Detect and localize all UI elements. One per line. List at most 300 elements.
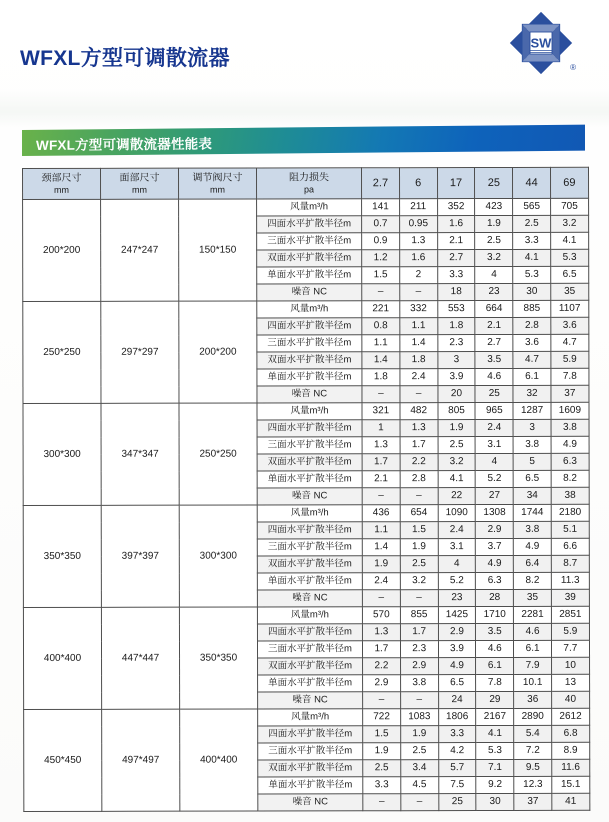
cell-value: 2.4 bbox=[438, 522, 476, 539]
cell-value: – bbox=[400, 590, 438, 607]
cell-value: 4 bbox=[438, 556, 476, 573]
cell-value: 23 bbox=[438, 590, 476, 607]
cell-value: 722 bbox=[363, 709, 401, 726]
cell-value: 482 bbox=[400, 403, 438, 420]
cell-value: 7.2 bbox=[514, 742, 552, 759]
cell-value: 1.8 bbox=[400, 352, 438, 369]
cell-value: 11.6 bbox=[552, 759, 590, 776]
cell-value: 570 bbox=[362, 607, 400, 624]
cell-value: 3.1 bbox=[438, 539, 476, 556]
cell-value: 2.9 bbox=[476, 521, 514, 538]
cell-parameter-label: 四面水平扩散半径m bbox=[258, 726, 363, 743]
cell-value: 6.4 bbox=[514, 555, 552, 572]
cell-value: 5.9 bbox=[551, 623, 589, 640]
cell-value: 5.4 bbox=[514, 725, 552, 742]
cell-value: 3.5 bbox=[476, 623, 514, 640]
cell-valve-size: 250*250 bbox=[179, 403, 257, 505]
cell-value: 2.5 bbox=[475, 232, 513, 249]
cell-value: 15.1 bbox=[552, 776, 590, 793]
cell-value: 5.3 bbox=[476, 742, 514, 759]
cell-value: 30 bbox=[513, 283, 551, 300]
cell-value: 39 bbox=[551, 589, 589, 606]
cell-value: 1.4 bbox=[362, 352, 400, 369]
cell-value: – bbox=[362, 590, 400, 607]
cell-parameter-label: 噪音 NC bbox=[258, 794, 363, 811]
cell-value: 436 bbox=[362, 505, 400, 522]
cell-parameter-label: 四面水平扩散半径m bbox=[257, 318, 362, 335]
cell-value: 423 bbox=[475, 198, 513, 215]
cell-value: 3.3 bbox=[513, 232, 551, 249]
cell-parameter-label: 四面水平扩散半径m bbox=[257, 624, 362, 641]
cell-parameter-label: 风量m³/h bbox=[258, 709, 363, 726]
cell-value: 1.5 bbox=[400, 522, 438, 539]
header-face-size-label: 面部尺寸 bbox=[119, 172, 160, 184]
cell-value: 6.1 bbox=[514, 640, 552, 657]
cell-value: 3.9 bbox=[438, 641, 476, 658]
cell-parameter-label: 噪音 NC bbox=[257, 284, 362, 301]
cell-value: 12.3 bbox=[514, 776, 552, 793]
cell-parameter-label: 三面水平扩散半径m bbox=[257, 335, 362, 352]
cell-parameter-label: 三面水平扩散半径m bbox=[258, 743, 363, 760]
cell-value: 3.2 bbox=[551, 215, 589, 232]
table-row bbox=[23, 606, 589, 624]
cell-parameter-label: 风量m³/h bbox=[257, 505, 362, 522]
header-neck-size bbox=[23, 168, 101, 199]
cell-neck-size: 300*300 bbox=[23, 403, 101, 505]
cell-value: 0.9 bbox=[362, 233, 400, 250]
cell-value: 2 bbox=[400, 267, 438, 284]
cell-value: – bbox=[400, 386, 438, 403]
cell-value: 221 bbox=[362, 301, 400, 318]
cell-value: 1107 bbox=[551, 300, 589, 317]
cell-value: 32 bbox=[513, 385, 551, 402]
cell-value: 1.8 bbox=[362, 369, 400, 386]
cell-value: 23 bbox=[475, 283, 513, 300]
cell-value: 965 bbox=[475, 402, 513, 419]
cell-value: 1425 bbox=[438, 607, 476, 624]
cell-value: 321 bbox=[362, 403, 400, 420]
cell-value: 805 bbox=[438, 403, 476, 420]
page-header bbox=[0, 0, 609, 88]
cell-valve-size: 150*150 bbox=[179, 199, 257, 301]
cell-value: 2890 bbox=[514, 708, 552, 725]
cell-parameter-label: 双面水平扩散半径m bbox=[257, 556, 362, 573]
cell-value: 2.3 bbox=[400, 641, 438, 658]
cell-value: 7.1 bbox=[476, 759, 514, 776]
cell-value: 1.3 bbox=[400, 420, 438, 437]
cell-value: 8.7 bbox=[551, 555, 589, 572]
cell-value: 1090 bbox=[438, 505, 476, 522]
cell-value: 3.3 bbox=[438, 726, 476, 743]
cell-value: 1083 bbox=[400, 709, 438, 726]
cell-face-size: 397*397 bbox=[101, 505, 179, 607]
cell-value: 37 bbox=[514, 793, 552, 810]
header-neck-size-unit: mm bbox=[54, 184, 70, 195]
cell-valve-size: 300*300 bbox=[179, 505, 257, 607]
cell-value: 7.8 bbox=[476, 674, 514, 691]
cell-value: 1.5 bbox=[362, 267, 400, 284]
header-pressure-0: 2.7 bbox=[362, 168, 400, 199]
cell-value: 4.1 bbox=[551, 232, 589, 249]
cell-parameter-label: 风量m³/h bbox=[257, 199, 362, 216]
cell-value: 1.1 bbox=[362, 335, 400, 352]
cell-value: 141 bbox=[362, 199, 400, 216]
cell-value: 4.7 bbox=[513, 351, 551, 368]
cell-value: 5 bbox=[513, 453, 551, 470]
cell-value: 22 bbox=[438, 488, 476, 505]
cell-value: 885 bbox=[513, 300, 551, 317]
cell-value: 2167 bbox=[476, 708, 514, 725]
cell-value: 36 bbox=[514, 691, 552, 708]
cell-parameter-label: 单面水平扩散半径m bbox=[257, 471, 362, 488]
band-title: WFXL方型可调散流器性能表 bbox=[36, 136, 213, 153]
header-face-size bbox=[101, 168, 179, 199]
cell-value: 1.7 bbox=[362, 454, 400, 471]
cell-value: 11.3 bbox=[551, 572, 589, 589]
cell-value: 2.1 bbox=[475, 317, 513, 334]
cell-value: 8.2 bbox=[551, 470, 589, 487]
cell-value: 5.7 bbox=[438, 760, 476, 777]
header-pressure-1: 6 bbox=[399, 168, 437, 199]
cell-value: 3.8 bbox=[400, 675, 438, 692]
cell-parameter-label: 四面水平扩散半径m bbox=[257, 522, 362, 539]
cell-value: 3.7 bbox=[476, 538, 514, 555]
cell-value: 3.3 bbox=[363, 777, 401, 794]
cell-value: 2.9 bbox=[363, 675, 401, 692]
cell-value: 1.7 bbox=[400, 437, 438, 454]
cell-neck-size: 400*400 bbox=[23, 607, 101, 709]
cell-parameter-label: 双面水平扩散半径m bbox=[258, 760, 363, 777]
cell-value: – bbox=[362, 488, 400, 505]
cell-value: 27 bbox=[476, 487, 514, 504]
cell-parameter-label: 风量m³/h bbox=[257, 301, 362, 318]
cell-value: 1.9 bbox=[475, 215, 513, 232]
cell-value: 1609 bbox=[551, 402, 589, 419]
cell-valve-size: 400*400 bbox=[180, 709, 258, 811]
cell-value: 5.9 bbox=[551, 351, 589, 368]
cell-parameter-label: 单面水平扩散半径m bbox=[258, 777, 363, 794]
cell-value: 2.4 bbox=[400, 369, 438, 386]
cell-value: 4.9 bbox=[551, 436, 589, 453]
cell-value: 9.5 bbox=[514, 759, 552, 776]
cell-value: 2.5 bbox=[401, 743, 439, 760]
cell-value: 1744 bbox=[513, 504, 551, 521]
cell-value: 1.9 bbox=[438, 420, 476, 437]
cell-value: 6.5 bbox=[438, 675, 476, 692]
cell-value: 1.8 bbox=[437, 318, 475, 335]
cell-parameter-label: 单面水平扩散半径m bbox=[257, 573, 362, 590]
cell-value: 2.1 bbox=[437, 233, 475, 250]
cell-value: 28 bbox=[476, 589, 514, 606]
logo-text: SW bbox=[530, 35, 552, 51]
cell-value: – bbox=[363, 794, 401, 811]
cell-value: – bbox=[362, 386, 400, 403]
cell-value: 0.7 bbox=[362, 216, 400, 233]
cell-parameter-label: 双面水平扩散半径m bbox=[257, 352, 362, 369]
header-valve-size-label: 调节阀尺寸 bbox=[192, 172, 243, 184]
cell-value: 7.8 bbox=[551, 368, 589, 385]
header-valve-size bbox=[179, 168, 257, 199]
cell-value: – bbox=[401, 794, 439, 811]
cell-parameter-label: 四面水平扩散半径m bbox=[257, 216, 362, 233]
cell-value: 1.6 bbox=[399, 250, 437, 267]
cell-value: 2180 bbox=[551, 504, 589, 521]
cell-value: 1.1 bbox=[400, 318, 438, 335]
cell-value: – bbox=[363, 692, 401, 709]
cell-value: 1.9 bbox=[362, 556, 400, 573]
cell-value: 3.3 bbox=[437, 267, 475, 284]
cell-value: 4.1 bbox=[513, 249, 551, 266]
cell-value: 705 bbox=[551, 198, 589, 215]
cell-value: 4.9 bbox=[476, 555, 514, 572]
cell-value: 1.7 bbox=[362, 641, 400, 658]
scan-tint bbox=[0, 88, 609, 128]
cell-value: 10.1 bbox=[514, 674, 552, 691]
page-title: WFXL方型可调散流器 bbox=[20, 47, 230, 70]
cell-value: 35 bbox=[514, 589, 552, 606]
cell-value: 2.7 bbox=[475, 334, 513, 351]
table-row bbox=[23, 504, 589, 522]
sw-diamond-logo-icon bbox=[508, 10, 574, 76]
cell-value: 6.3 bbox=[476, 572, 514, 589]
cell-parameter-label: 噪音 NC bbox=[257, 590, 362, 607]
cell-value: 1.9 bbox=[400, 539, 438, 556]
cell-value: 3.8 bbox=[513, 521, 551, 538]
cell-parameter-label: 双面水平扩散半径m bbox=[257, 454, 362, 471]
cell-value: 2.5 bbox=[400, 556, 438, 573]
cell-parameter-label: 单面水平扩散半径m bbox=[257, 369, 362, 386]
cell-parameter-label: 单面水平扩散半径m bbox=[258, 675, 363, 692]
table-row bbox=[23, 402, 589, 420]
cell-value: 2.8 bbox=[513, 317, 551, 334]
cell-value: 3.1 bbox=[475, 436, 513, 453]
header-face-size-unit: mm bbox=[132, 184, 148, 195]
cell-value: 29 bbox=[476, 691, 514, 708]
cell-value: – bbox=[400, 284, 438, 301]
cell-value: 2612 bbox=[552, 708, 590, 725]
cell-value: 1.7 bbox=[400, 624, 438, 641]
cell-value: 6.5 bbox=[551, 266, 589, 283]
cell-value: 1806 bbox=[438, 709, 476, 726]
cell-value: 3.4 bbox=[401, 760, 439, 777]
table-body bbox=[23, 198, 590, 811]
performance-table-wrapper bbox=[22, 167, 589, 812]
cell-parameter-label: 噪音 NC bbox=[258, 692, 363, 709]
cell-value: 1.9 bbox=[400, 726, 438, 743]
cell-value: 2.7 bbox=[437, 250, 475, 267]
cell-value: 2.2 bbox=[363, 658, 401, 675]
header-pressure-5: 69 bbox=[550, 167, 588, 198]
cell-face-size: 497*497 bbox=[102, 709, 180, 811]
cell-value: 1.5 bbox=[363, 726, 401, 743]
cell-value: 2.4 bbox=[362, 573, 400, 590]
cell-value: 4.6 bbox=[476, 640, 514, 657]
cell-value: 7.5 bbox=[438, 777, 476, 794]
company-logo bbox=[508, 10, 574, 76]
cell-value: 9.2 bbox=[476, 776, 514, 793]
cell-value: 38 bbox=[551, 487, 589, 504]
cell-value: 2.1 bbox=[362, 471, 400, 488]
cell-value: 18 bbox=[437, 284, 475, 301]
cell-value: 1.6 bbox=[437, 216, 475, 233]
cell-value: 5.1 bbox=[551, 521, 589, 538]
cell-parameter-label: 风量m³/h bbox=[257, 403, 362, 420]
cell-face-size: 447*447 bbox=[101, 607, 179, 709]
header-resistance-label: 阻力损失 bbox=[289, 172, 330, 184]
cell-value: 2.8 bbox=[400, 471, 438, 488]
cell-value: 5.2 bbox=[476, 470, 514, 487]
cell-value: 8.9 bbox=[552, 742, 590, 759]
cell-value: 4.5 bbox=[401, 777, 439, 794]
cell-value: 24 bbox=[438, 692, 476, 709]
cell-value: 2.4 bbox=[475, 419, 513, 436]
cell-value: 3 bbox=[437, 352, 475, 369]
header-pressure-3: 25 bbox=[475, 167, 513, 198]
cell-face-size: 347*347 bbox=[101, 403, 179, 505]
cell-value: 1.9 bbox=[363, 743, 401, 760]
cell-value: 654 bbox=[400, 505, 438, 522]
cell-value: 1.2 bbox=[362, 250, 400, 267]
cell-valve-size: 200*200 bbox=[179, 301, 257, 403]
cell-value: 3.6 bbox=[513, 334, 551, 351]
cell-value: 5.3 bbox=[551, 249, 589, 266]
cell-value: 2281 bbox=[514, 606, 552, 623]
cell-value: 1.3 bbox=[362, 624, 400, 641]
cell-face-size: 247*247 bbox=[101, 199, 179, 301]
cell-value: 1.1 bbox=[362, 522, 400, 539]
table-header-row bbox=[23, 167, 589, 199]
cell-parameter-label: 三面水平扩散半径m bbox=[257, 437, 362, 454]
cell-value: 332 bbox=[400, 301, 438, 318]
cell-value: 1 bbox=[362, 420, 400, 437]
cell-parameter-label: 噪音 NC bbox=[257, 386, 362, 403]
cell-value: 2.9 bbox=[438, 624, 476, 641]
cell-value: 25 bbox=[475, 385, 513, 402]
header-resistance-unit: pa bbox=[304, 183, 315, 194]
cell-value: 1308 bbox=[476, 504, 514, 521]
cell-neck-size: 250*250 bbox=[23, 301, 101, 403]
cell-value: 2.5 bbox=[438, 437, 476, 454]
cell-valve-size: 350*350 bbox=[179, 607, 257, 709]
cell-value: 4 bbox=[475, 453, 513, 470]
cell-value: 855 bbox=[400, 607, 438, 624]
cell-parameter-label: 风量m³/h bbox=[257, 607, 362, 624]
cell-value: 3 bbox=[513, 419, 551, 436]
cell-value: 4.1 bbox=[438, 471, 476, 488]
cell-value: 5.2 bbox=[438, 573, 476, 590]
cell-value: – bbox=[400, 488, 438, 505]
cell-value: 352 bbox=[437, 199, 475, 216]
cell-face-size: 297*297 bbox=[101, 301, 179, 403]
cell-value: 565 bbox=[513, 198, 551, 215]
cell-value: 35 bbox=[551, 283, 589, 300]
cell-value: 4.1 bbox=[476, 725, 514, 742]
cell-value: 3.2 bbox=[475, 249, 513, 266]
header-pressure-4: 44 bbox=[513, 167, 551, 198]
cell-parameter-label: 三面水平扩散半径m bbox=[257, 539, 362, 556]
cell-value: 25 bbox=[438, 794, 476, 811]
cell-value: 20 bbox=[438, 386, 476, 403]
cell-value: 6.5 bbox=[513, 470, 551, 487]
cell-value: 5.3 bbox=[513, 266, 551, 283]
cell-value: 1.4 bbox=[400, 335, 438, 352]
header-resistance-loss bbox=[257, 168, 362, 199]
cell-parameter-label: 单面水平扩散半径m bbox=[257, 267, 362, 284]
cell-value: 1.4 bbox=[362, 539, 400, 556]
cell-value: 6.6 bbox=[551, 538, 589, 555]
cell-parameter-label: 双面水平扩散半径m bbox=[257, 250, 362, 267]
cell-value: 553 bbox=[437, 301, 475, 318]
cell-value: 6.1 bbox=[476, 657, 514, 674]
cell-value: 4.7 bbox=[551, 334, 589, 351]
cell-value: 0.95 bbox=[399, 216, 437, 233]
cell-value: 10 bbox=[552, 657, 590, 674]
cell-value: 2.3 bbox=[437, 335, 475, 352]
cell-parameter-label: 四面水平扩散半径m bbox=[257, 420, 362, 437]
cell-value: 211 bbox=[399, 199, 437, 216]
cell-value: 7.9 bbox=[514, 657, 552, 674]
cell-value: 1.3 bbox=[362, 437, 400, 454]
cell-parameter-label: 噪音 NC bbox=[257, 488, 362, 505]
cell-value: 37 bbox=[551, 385, 589, 402]
cell-value: 30 bbox=[476, 793, 514, 810]
cell-value: 2.5 bbox=[513, 215, 551, 232]
cell-value: 4.6 bbox=[514, 623, 552, 640]
cell-value: 3.9 bbox=[438, 369, 476, 386]
cell-neck-size: 450*450 bbox=[24, 709, 102, 811]
cell-value: 13 bbox=[552, 674, 590, 691]
cell-parameter-label: 双面水平扩散半径m bbox=[258, 658, 363, 675]
header-pressure-2: 17 bbox=[437, 168, 475, 199]
cell-value: 4 bbox=[475, 266, 513, 283]
cell-value: 3.8 bbox=[551, 419, 589, 436]
performance-table bbox=[22, 167, 590, 812]
cell-value: 3.5 bbox=[475, 351, 513, 368]
cell-value: 6.1 bbox=[513, 368, 551, 385]
cell-value: 0.8 bbox=[362, 318, 400, 335]
table-row bbox=[24, 708, 590, 726]
cell-value: 8.2 bbox=[514, 572, 552, 589]
cell-value: 40 bbox=[552, 691, 590, 708]
cell-value: 1.3 bbox=[399, 233, 437, 250]
cell-value: 2.9 bbox=[400, 658, 438, 675]
cell-value: 2.5 bbox=[363, 760, 401, 777]
cell-value: 4.2 bbox=[438, 743, 476, 760]
cell-value: 2.2 bbox=[400, 454, 438, 471]
cell-value: 3.2 bbox=[400, 573, 438, 590]
cell-value: – bbox=[400, 692, 438, 709]
cell-value: 4.6 bbox=[475, 368, 513, 385]
cell-neck-size: 200*200 bbox=[23, 199, 101, 301]
cell-value: 6.3 bbox=[551, 453, 589, 470]
cell-value: 6.8 bbox=[552, 725, 590, 742]
header-valve-size-unit: mm bbox=[210, 184, 226, 195]
cell-parameter-label: 三面水平扩散半径m bbox=[257, 641, 362, 658]
table-row bbox=[23, 300, 589, 318]
cell-value: 7.7 bbox=[551, 640, 589, 657]
cell-value: 3.6 bbox=[551, 317, 589, 334]
registered-mark: ® bbox=[570, 63, 576, 72]
cell-value: 1710 bbox=[476, 606, 514, 623]
cell-value: 4.9 bbox=[513, 538, 551, 555]
table-head bbox=[23, 167, 589, 199]
header-neck-size-label: 颈部尺寸 bbox=[41, 172, 82, 185]
cell-value: 41 bbox=[552, 793, 590, 810]
cell-value: 3.2 bbox=[438, 454, 476, 471]
cell-value: 3.8 bbox=[513, 436, 551, 453]
cell-value: 2851 bbox=[551, 606, 589, 623]
cell-parameter-label: 三面水平扩散半径m bbox=[257, 233, 362, 250]
